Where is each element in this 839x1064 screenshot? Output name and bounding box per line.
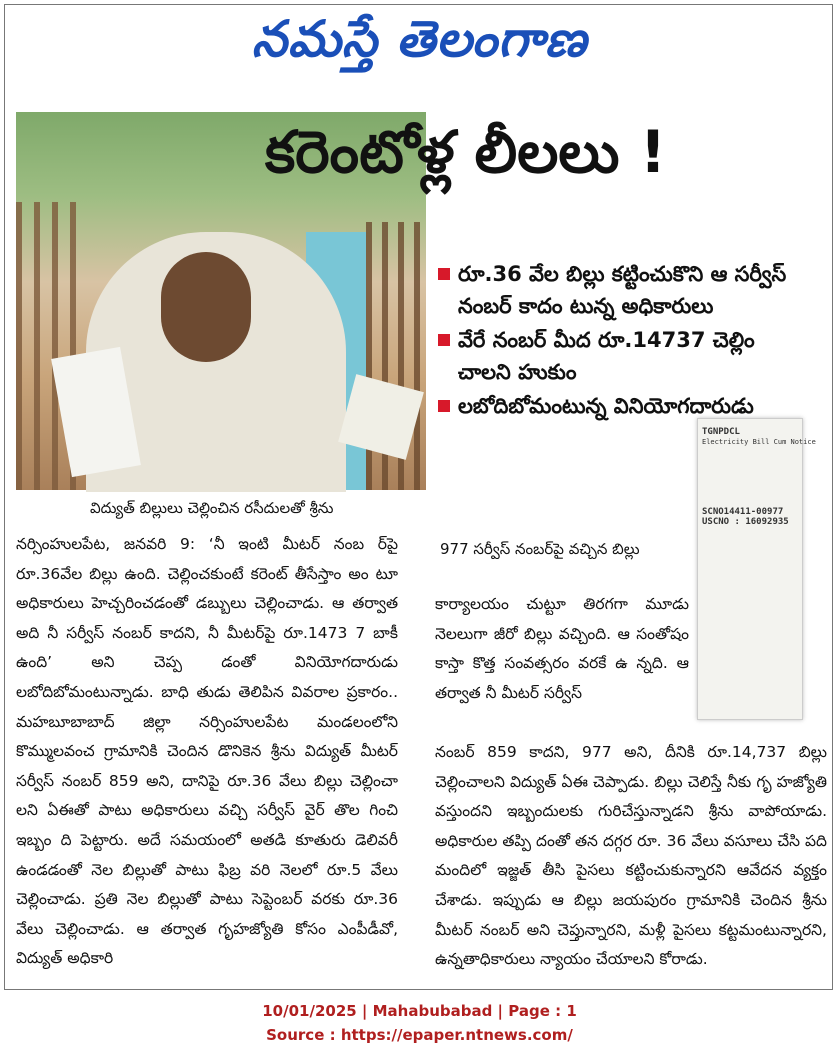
footer-dateline: 10/01/2025 | Mahabubabad | Page : 1 [262,1002,577,1020]
person-head [161,252,251,362]
article-column-1: నర్సింహులపేట, జనవరి 9: ‘నీ ఇంటి మీటర్ నంబ ర్‌పై రూ.36వేల బిల్లు ఉంది. చెల్లించకుంటే కరెంట్ తీసేస్తాం అం టూ అధికారులు హెచ్చరించడంతో డబ్బులు చెల్లించాడు. ఆ తర్వాత అది నీ సర్వీస్ నంబర్ కాదని, నీ మీటర్‌పై రూ.1473 7 బాకీ ఉంది’ అని చెప్ప డంతో వినియోగదారుడు లబోదిబోమంటున్నాడు. బాధి తుడు తెలిపిన వివరాల ప్రకారం.. మహబూబాబాద్ జిల్లా నర్సింహులపేట మండలంలోని కొమ్ములవంచ గ్రామానికి చెందిన డొనికెన శ్రీను విద్యుత్ మీటర్ సర్వీస్ నంబర్ 859 అని, దానిపై రూ.36 వేలు బిల్లు చెల్లించా లని ఏఈతో పాటు అధికారులు వచ్చి సర్వీస్ వైర్ తొల గించి ఇబ్బం ది పెట్టారు. అదే సమయంలో అతడి కూతురు డెలివరీ ఉండడంతో నెల బిల్లుతో పాటు ఫిబ్ర వరి నెలలో రూ.5 వేలు చెల్లించాడు. ప్రతి నెల బిల్లుతో పాటు సెప్టెంబర్ వరకు రూ.36 వేలు చెల్లించాడు. ఆ తర్వాత గృహజ్యోతి కోసం ఎంపీడీవో, విద్యుత్ అధికారి [16,535,398,968]
footer-source: Source : https://epaper.ntnews.com/ [266,1026,573,1044]
highlight-item: రూ.36 వేల బిల్లు కట్టించుకొని ఆ సర్వీస్ నంబర్ కాదం టున్న అధికారులు [438,258,798,322]
bullet-square-icon [438,400,450,412]
receipt-company: TGNPDCL [702,427,740,437]
highlights-list [438,258,798,424]
bullet-square-icon [438,334,450,346]
receipt-uscno: USCNO : 16092935 [702,517,789,527]
highlight-item: వేరే నంబర్ మీద రూ.14737 చెల్లిం చాలని హుకుం [438,324,798,388]
article-column-2-bottom: నంబర్ 859 కాదని, 977 అని, దీనికి రూ.14,737 బిల్లు చెల్లించాలని విద్యుత్ ఏఈ చెప్పాడు. బిల్లు చెలిస్తే నీకు గృ హజ్యోతి వస్తుందని ఇబ్బందులకు గురిచేస్తున్నాడని శ్రీను వాపోయాడు. అధికారుల తప్పి దంతో తన దగ్గర రూ. 36 వేలు వసూలు చేసి పది మందిలో ఇజ్జత్ తీసి పైసలు కట్టించుకున్నారని ఆవేదన వ్యక్తం చేశాడు. ఇప్పుడు ఆ బిల్లు జయపురం గ్రామానికి చెందిన శ్రీను మీటర్ నంబర్ అని చెప్తున్నారని, మళ్లీ పైసలు కట్టమంటున్నారని, ఉన్నతాధికారులు న్యాయం చేయాలని కోరాడు. [435,743,827,969]
article-column-2-top: కార్యాలయం చుట్టూ తిరగగా మూడు నెలలుగా జీరో బిల్లు వచ్చింది. ఆ సంతోషం కాస్తా కొత్త సంవత్సరం వరకే ఉ న్నది. ఆ తర్వాత నీ మీటర్ సర్వీస్ [435,595,689,702]
bill-receipt-photo [697,418,816,720]
bullet-square-icon [438,268,450,280]
receipt-subtitle: Electricity Bill Cum Notice [702,438,816,446]
highlight-item: లబోదిబోమంటున్న వినియోగదారుడు [438,390,798,422]
newspaper-masthead: నమస్తే తెలంగాణ [251,10,588,68]
receipt-scno: SCNO14411-00977 [702,507,784,517]
receipt-caption: 977 సర్వీస్ నంబర్‌పై వచ్చిన బిల్లు [440,540,640,558]
photo-caption: విద్యుత్ బిల్లులు చెల్లించిన రసీదులతో శ్రీను [90,499,334,517]
headline: కరెంటోళ్ల లీలలు ! [265,118,667,186]
